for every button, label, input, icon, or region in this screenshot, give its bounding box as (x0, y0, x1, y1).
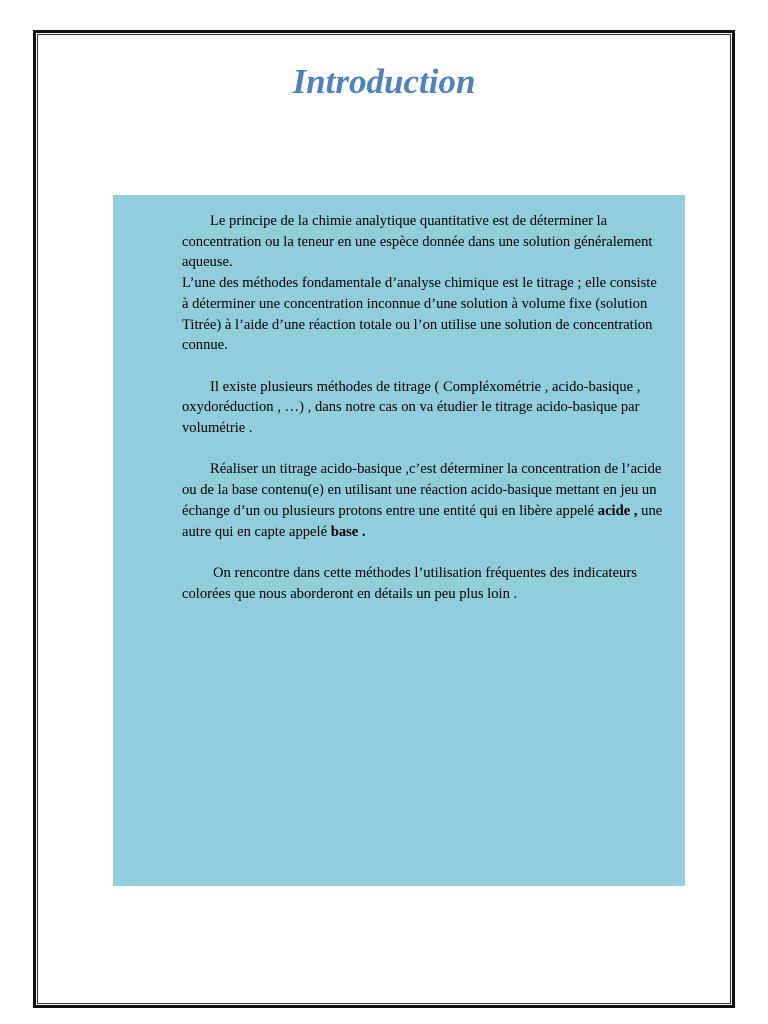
paragraph-spacer (182, 542, 663, 563)
paragraph-spacer (182, 356, 663, 377)
paragraph-methods: Il existe plusieurs méthodes de titrage ( Compléxométrie , acido-basique , oxydoréduction , …) , dans notre cas on va étudier le titrage acido-basique par volumétrie . (182, 378, 641, 437)
paragraph-acid-base-text: Réaliser un titrage acido-basique ,c’est déterminer la concentration de l’acide ou de la base contenu(e) en utilisant une réaction acido-basique mettant en jeu un échange d’un ou plusieurs protons entre une entité qui en libère appelé (182, 461, 662, 519)
term-acide: acide , (597, 502, 638, 519)
page-title: Introduction (292, 62, 476, 101)
paragraph-spacer (182, 439, 663, 460)
paragraph-acid-base (182, 459, 663, 542)
term-base: base . (330, 523, 366, 540)
paragraph-acid-base-mid: une autre qui en capte appelé (182, 502, 663, 540)
intro-text-box (113, 195, 685, 886)
paragraph-definition: Le principe de la chimie analytique quantitative est de déterminer la concentration ou la teneur en une espèce donnée dans une solution généralement aqueuse. (182, 213, 653, 271)
paragraph-titrage: L’une des méthodes fondamentale d’analyse chimique est le titrage ; elle consiste à déterminer une concentration inconnue d’une solution à volume fixe (solution Titrée) à l’aide d’une réaction totale ou l’on utilise une solution de concentration connue. (182, 275, 657, 354)
paragraph-indicators: On rencontre dans cette méthodes l’utilisation fréquentes des indicateurs colorées que nous aborderont en détails un peu plus loin . (182, 564, 637, 602)
